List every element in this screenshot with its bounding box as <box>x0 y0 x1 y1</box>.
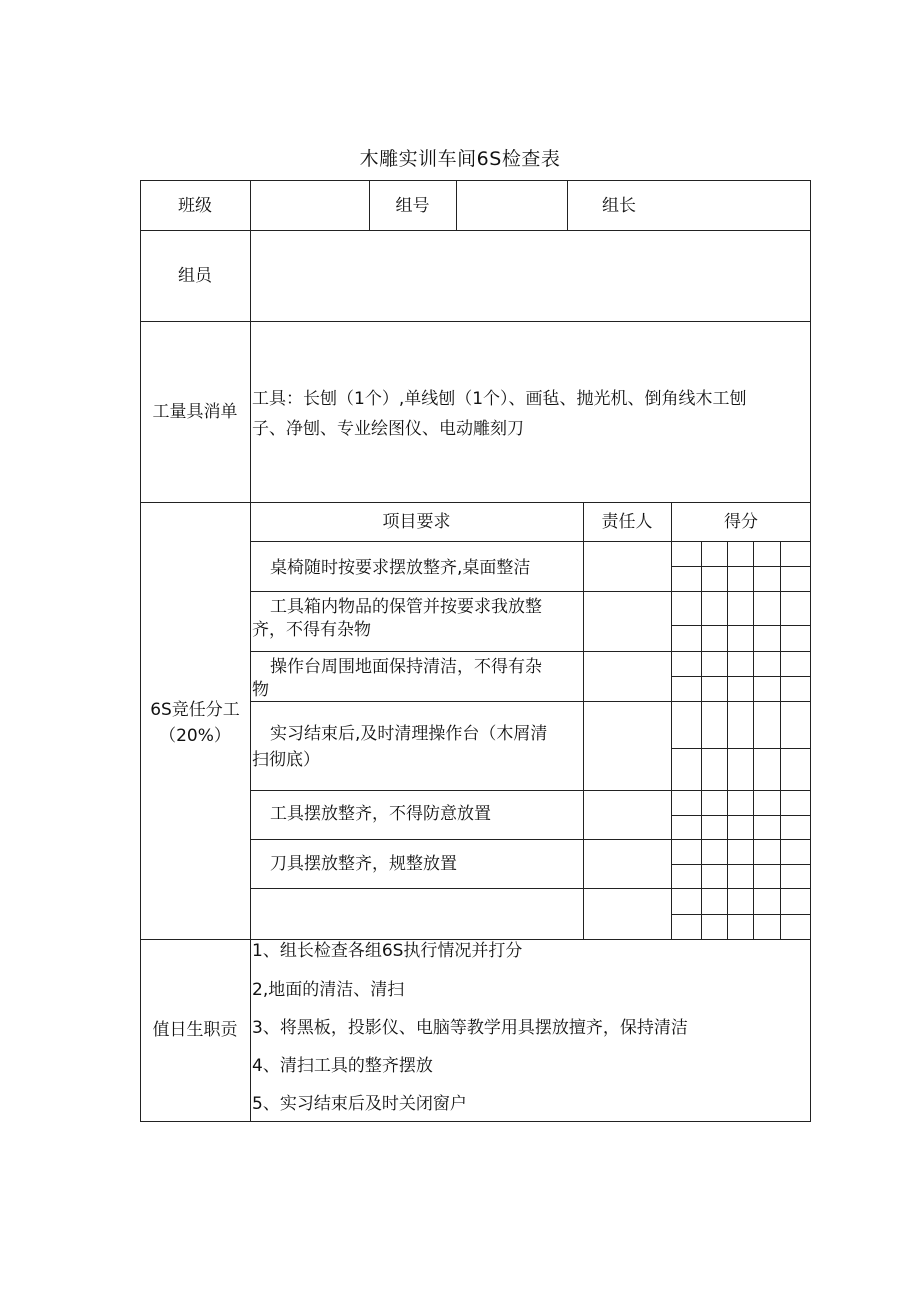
group-leader-label: 组长 <box>602 196 636 216</box>
header-divider <box>567 180 568 231</box>
group-number-label: 组号 <box>395 196 430 216</box>
score-grid-line <box>753 541 754 939</box>
daily-duty-line: 4、清扫工具的整齐摆放 <box>252 1056 433 1076</box>
tools-list-line: 工具：长刨（1个）,单线刨（1个）、画毡、抛光机、倒角线木工刨 <box>252 389 747 409</box>
score-grid-line <box>727 541 728 939</box>
score-grid-line <box>671 815 811 816</box>
header-divider <box>456 180 457 231</box>
daily-duty-line: 3、将黑板，投影仪、电脑等教学用具摆放擅齐，保持清洁 <box>252 1018 688 1038</box>
score-grid-line <box>671 676 811 677</box>
score-grid-line <box>671 914 811 915</box>
score-grid-line <box>671 864 811 865</box>
tools-list-line: 子、净刨、专业绘图仪、电动雕刻刀 <box>252 419 524 439</box>
row-divider <box>140 502 811 503</box>
score-grid-line <box>671 566 811 567</box>
row-divider <box>140 321 811 322</box>
inspection-table <box>140 180 811 1122</box>
score-grid-line <box>671 748 811 749</box>
score-grid-line <box>671 888 811 889</box>
column-header-person: 责任人 <box>601 512 653 532</box>
score-grid-line <box>671 625 811 626</box>
daily-duty-line: 1、组长检查各组6S执行情况并打分 <box>252 941 523 961</box>
requirement-item: 物 <box>252 680 269 700</box>
duty-6s-weight: （20%） <box>159 726 231 746</box>
row-divider <box>140 230 811 231</box>
score-grid-line <box>671 651 811 652</box>
score-grid-line <box>780 541 781 939</box>
grid-line <box>250 839 671 840</box>
table-border <box>140 1121 811 1122</box>
grid-line <box>250 651 671 652</box>
members-label: 组员 <box>178 266 212 286</box>
requirement-item: 桌椅随时按要求摆放整齐,桌面整洁 <box>270 558 531 578</box>
daily-duty-line: 2,地面的清洁、清扫 <box>252 980 405 1000</box>
requirement-item: 操作台周围地面保持清洁，不得有杂 <box>270 657 542 677</box>
score-grid-line <box>671 701 811 702</box>
grid-line <box>671 502 672 939</box>
page-title: 木雕实训车间6S检查表 <box>359 148 561 170</box>
score-grid-line <box>701 541 702 939</box>
grid-line <box>250 701 671 702</box>
requirement-item: 扫彻底） <box>252 750 320 770</box>
tools-list-label: 工量具消单 <box>152 402 238 422</box>
requirement-item: 齐，不得有杂物 <box>252 620 371 640</box>
score-grid-line <box>671 839 811 840</box>
requirement-item: 工具摆放整齐，不得防意放置 <box>270 804 491 824</box>
daily-duty-line: 5、实习结束后及时关闭窗户 <box>252 1094 467 1114</box>
grid-line <box>250 591 671 592</box>
score-grid-line <box>671 591 811 592</box>
grid-line <box>250 790 671 791</box>
table-border <box>140 180 811 181</box>
grid-line <box>583 502 584 939</box>
score-grid-line <box>671 790 811 791</box>
requirement-item: 实习结束后,及时清理操作台（木屑清 <box>270 724 548 744</box>
requirement-item: 工具箱内物品的保管并按要求我放整 <box>270 597 542 617</box>
duty-6s-label: 6S竞任分工 <box>150 700 240 720</box>
class-label: 班级 <box>178 196 212 216</box>
column-header-item: 项目要求 <box>382 512 451 532</box>
grid-line <box>250 888 671 889</box>
requirement-item: 刀具摆放整齐，规整放置 <box>270 854 457 874</box>
column-header-score: 得分 <box>724 512 758 532</box>
daily-duty-label: 值日生职贡 <box>152 1020 238 1040</box>
